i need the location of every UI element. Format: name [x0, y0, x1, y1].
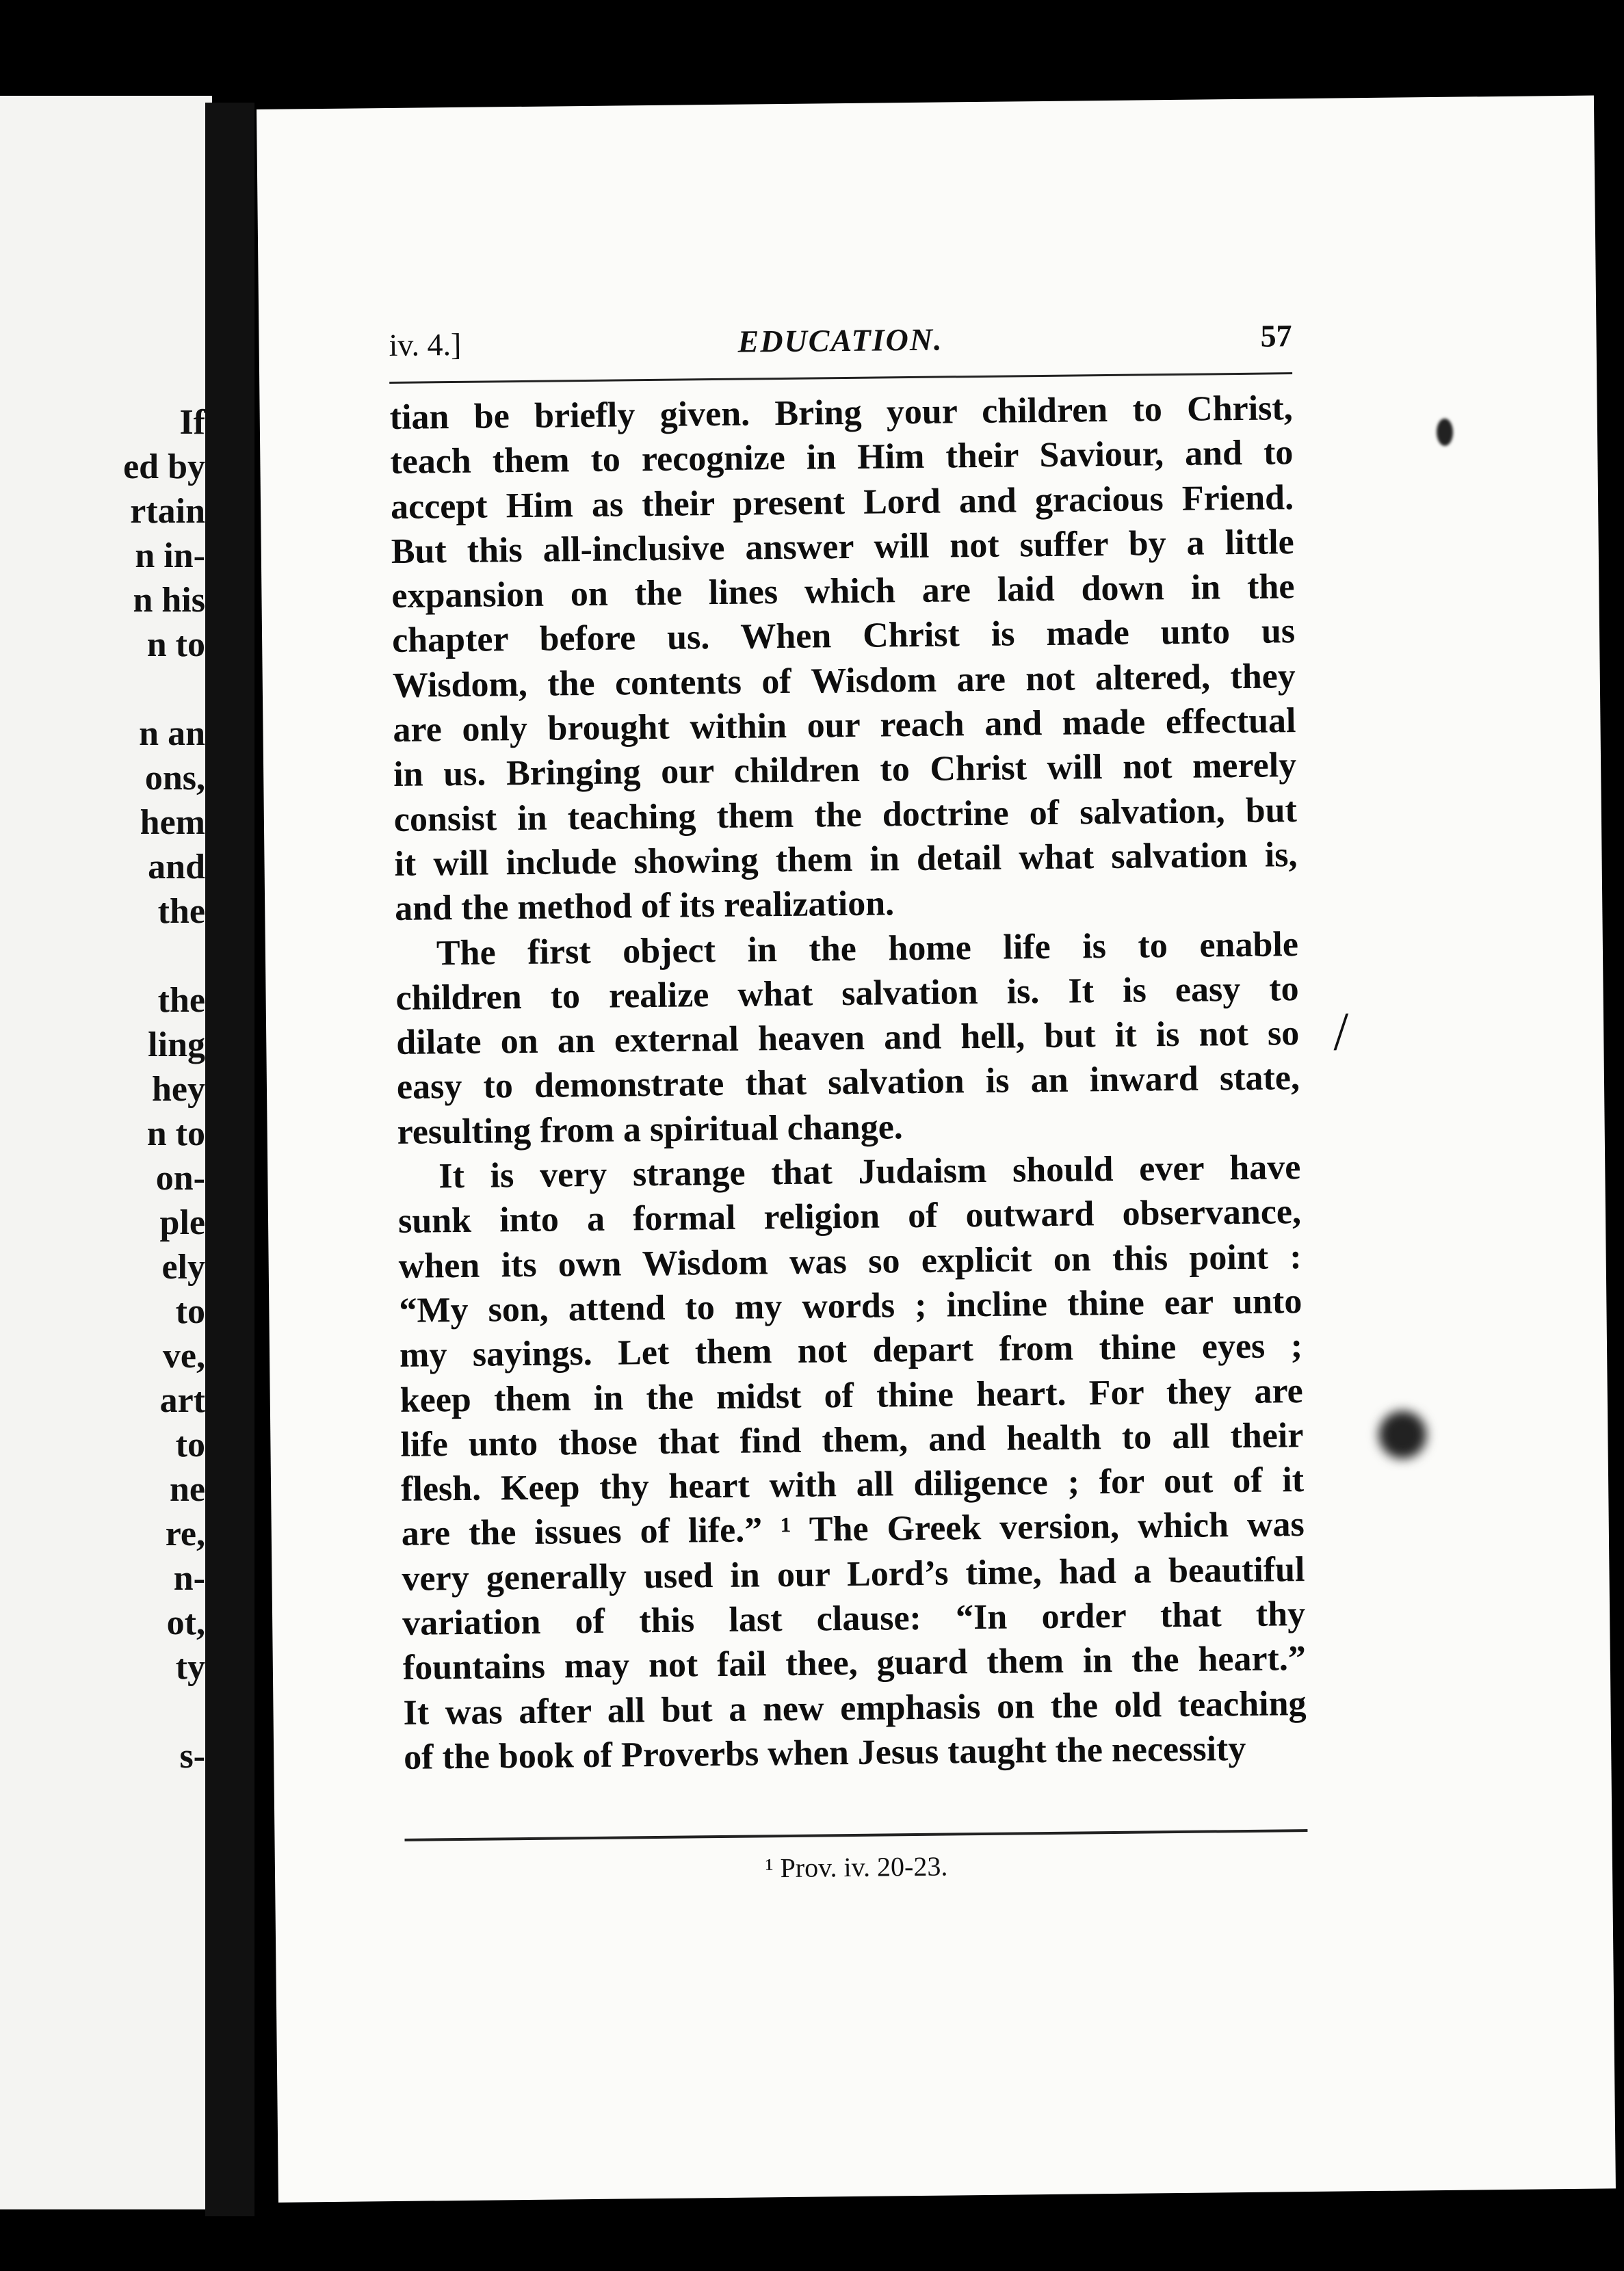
text-line: are the issues of life.” ¹ The Greek version, which was: [401, 1505, 1305, 1554]
previous-page-text: [0, 400, 205, 1778]
text-line: It is very strange that Judaism should ever have: [438, 1148, 1301, 1196]
previous-page-line: art: [159, 1381, 205, 1420]
previous-page-line: to: [175, 1292, 205, 1331]
previous-page-line: n an: [139, 714, 205, 753]
text-line: fountains may not fail thee, guard them in the heart.”: [402, 1639, 1307, 1688]
previous-page-line: the: [157, 981, 205, 1020]
footnote: ¹ Prov. iv. 20-23.: [765, 1850, 948, 1884]
text-line: of the book of Proverbs when Jesus taught the necessity: [403, 1729, 1246, 1777]
ink-smudge: [1378, 1410, 1427, 1459]
previous-page-line: ling: [148, 1025, 205, 1064]
text-line: consist in teaching them the doctrine of salvation, but: [393, 790, 1298, 839]
previous-page-line: ed by: [123, 447, 205, 486]
margin-pencil-mark: /: [1333, 1001, 1349, 1062]
text-line: tian be briefly given. Bring your children to Christ,: [389, 389, 1293, 437]
previous-page-line: n his: [133, 581, 205, 620]
previous-page-line: [0, 934, 205, 978]
ink-blot: [1437, 419, 1453, 446]
paragraph: [395, 922, 1300, 1155]
running-title: EDUCATION.: [737, 321, 943, 359]
paragraph: [397, 1145, 1307, 1780]
text-line: “My son, attend to my words ; incline thine ear unto: [399, 1282, 1302, 1330]
previous-page-line: on-: [155, 1159, 205, 1198]
previous-page-line: ot,: [166, 1603, 205, 1642]
previous-page-line: re,: [165, 1514, 205, 1553]
text-line: keep them in the midst of thine heart. For they are: [400, 1371, 1303, 1420]
text-line: in us. Bringing our children to Christ will not merely: [393, 746, 1297, 795]
text-line: when its own Wisdom was so explicit on this point :: [398, 1237, 1302, 1286]
previous-page-line: ely: [161, 1248, 205, 1287]
running-header: [389, 317, 1292, 375]
text-line: and the method of its realization.: [394, 884, 895, 929]
previous-page-fragment: [0, 96, 212, 2209]
text-line: resulting from a spiritual change.: [397, 1107, 904, 1152]
book-page: [257, 96, 1616, 2203]
footnote-rule: [404, 1829, 1307, 1841]
text-line: The first object in the home life is to enable: [436, 924, 1299, 973]
previous-page-line: [0, 667, 205, 711]
paragraph: [389, 386, 1298, 931]
previous-page-line: ne: [170, 1470, 205, 1509]
text-line: Wisdom, the contents of Wisdom are not altered, they: [392, 656, 1296, 705]
text-line: children to realize what salvation is. It is easy to: [395, 969, 1299, 1018]
page-body: [389, 386, 1307, 1780]
text-line: dilate on an external heaven and hell, but it is not so: [396, 1014, 1300, 1063]
text-line: expansion on the lines which are laid down in the: [391, 567, 1295, 616]
previous-page-line: rtain: [130, 492, 205, 531]
previous-page-line: to: [175, 1426, 205, 1465]
text-line: life unto those that find them, and health to all their: [400, 1415, 1304, 1465]
text-line: teach them to recognize in Him their Saviour, and to: [390, 433, 1294, 482]
previous-page-line: ons,: [144, 759, 205, 798]
previous-page-line: s-: [179, 1737, 205, 1776]
text-line: But this all-inclusive answer will not suffer by a little: [391, 523, 1295, 571]
book-gutter: [205, 103, 254, 2216]
previous-page-line: n to: [146, 1114, 205, 1153]
previous-page-line: hey: [152, 1070, 205, 1109]
previous-page-line: ty: [175, 1648, 205, 1687]
text-line: it will include showing them in detail what salvation is,: [394, 835, 1298, 884]
previous-page-line: n to: [146, 625, 205, 664]
previous-page-line: the: [157, 892, 205, 931]
section-reference: iv. 4.]: [389, 326, 462, 363]
previous-page-line: ple: [159, 1203, 205, 1242]
text-line: my sayings. Let them not depart from thine eyes ;: [399, 1326, 1303, 1376]
previous-page-line: ve,: [162, 1337, 205, 1376]
text-line: flesh. Keep thy heart with all diligence ; for out of it: [400, 1460, 1305, 1510]
text-line: sunk into a formal religion of outward observance,: [397, 1192, 1302, 1242]
previous-page-line: [0, 1690, 205, 1734]
text-line: very generally used in our Lord’s time, had a beautiful: [402, 1549, 1305, 1599]
text-line: chapter before us. When Christ is made unto us: [391, 612, 1296, 661]
previous-page-line: If: [179, 403, 205, 442]
page-number: 57: [1260, 318, 1292, 354]
text-line: variation of this last clause: “In order that thy: [402, 1594, 1306, 1643]
previous-page-line: and: [148, 848, 205, 887]
header-rule: [389, 372, 1292, 384]
previous-page-line: n in-: [135, 536, 205, 575]
text-line: accept Him as their present Lord and gracious Friend.: [390, 477, 1294, 527]
text-line: It was after all but a new emphasis on the old teaching: [403, 1683, 1307, 1733]
previous-page-line: hem: [140, 803, 205, 842]
text-line: are only brought within our reach and made effectual: [393, 701, 1296, 750]
text-line: easy to demonstrate that salvation is an inward state,: [396, 1058, 1300, 1107]
previous-page-line: n-: [173, 1559, 205, 1598]
